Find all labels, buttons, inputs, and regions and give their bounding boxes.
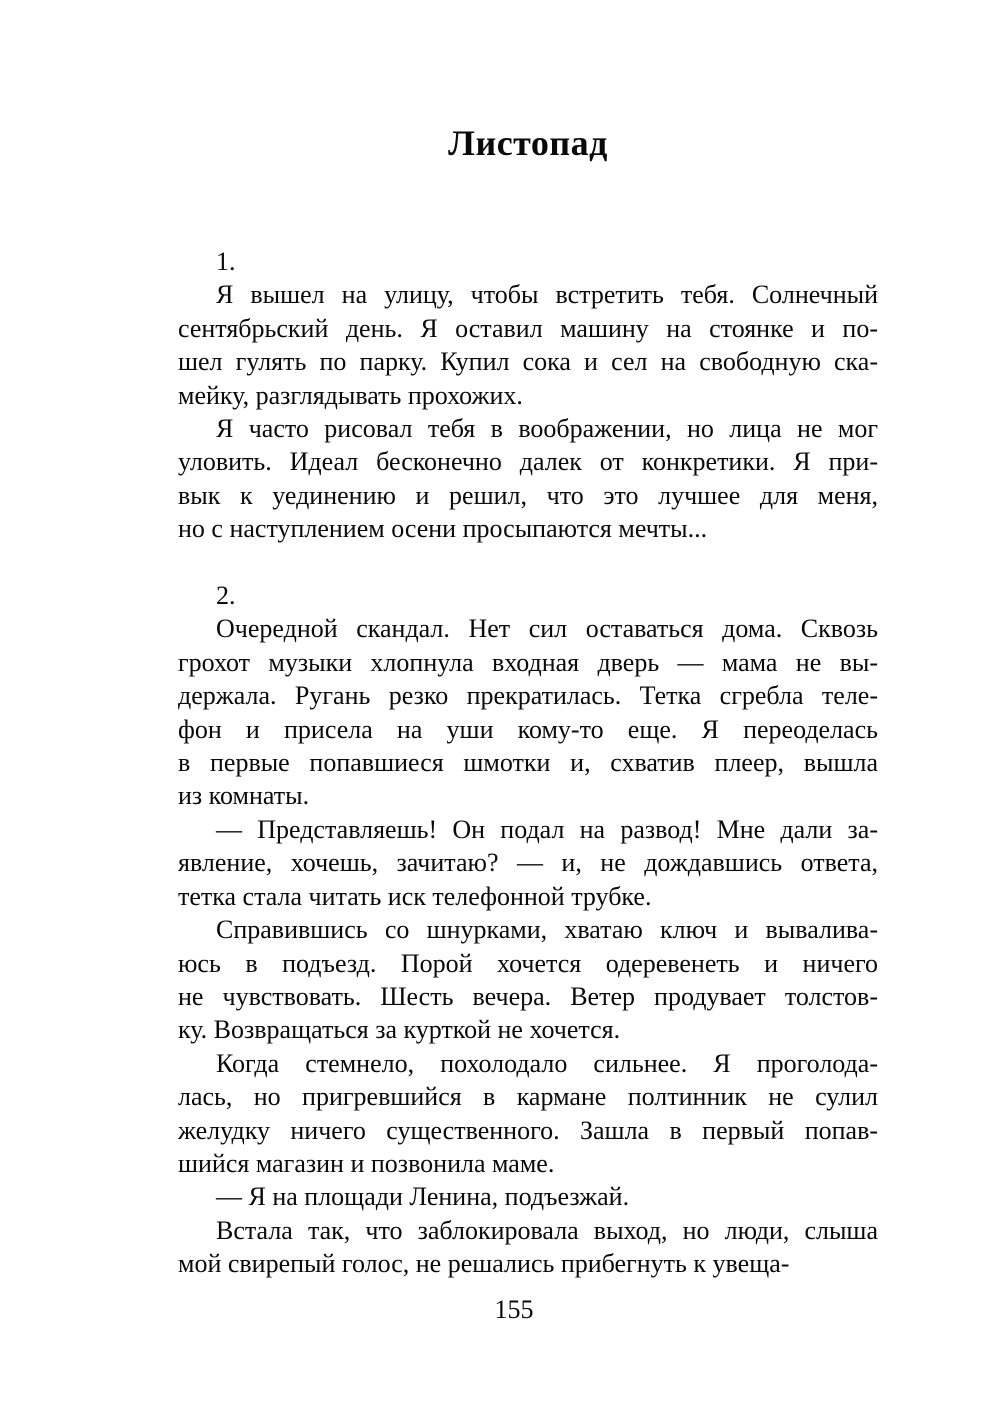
page-title: Листопад xyxy=(448,123,608,163)
text-line: юсь в подъезд. Порой хочется одеревенеть и ничего xyxy=(178,948,878,978)
text-line: держала. Ругань резко прекратилась. Тетка сгребла теле- xyxy=(178,681,878,711)
text-line: Я вышел на улицу, чтобы встретить тебя. Солнечный xyxy=(216,280,878,310)
text-line: вык к уединению и решил, что это лучшее для меня, xyxy=(178,480,878,510)
text-line: уловить. Идеал бесконечно далек от конкретики. Я при- xyxy=(178,447,878,477)
text-line: грохот музыки хлопнула входная дверь — мама не вы- xyxy=(178,647,878,677)
section-number: 2. xyxy=(216,581,236,611)
page-number: 155 xyxy=(494,1294,534,1324)
text-line: Когда стемнело, похолодало сильнее. Я проголода- xyxy=(216,1048,878,1078)
text-line: фон и присела на уши кому-то еще. Я переоделась xyxy=(178,714,878,744)
text-line: Встала так, что заблокировала выход, но люди, слыша xyxy=(216,1215,878,1245)
text-line: желудку ничего существенного. Зашла в первый попав- xyxy=(178,1115,878,1145)
text-line: — Я на площади Ленина, подъезжай. xyxy=(216,1182,630,1212)
text-line: шийся магазин и позвонила маме. xyxy=(178,1148,555,1178)
text-line: мейку, разглядывать прохожих. xyxy=(178,380,523,410)
text-line: шел гулять по парку. Купил сока и сел на свободную ска- xyxy=(178,347,878,377)
page-body xyxy=(178,245,878,1281)
section xyxy=(178,245,878,546)
text-line: в первые попавшиеся шмотки и, схватив плеер, вышла xyxy=(178,748,878,778)
text-line: Справившись со шнурками, хватаю ключ и вывалива- xyxy=(216,915,878,945)
text-line: Я часто рисовал тебя в воображении, но лица не мог xyxy=(216,414,878,444)
text-line: не чувствовать. Шесть вечера. Ветер продувает толстов- xyxy=(178,981,878,1011)
text-line: Очередной скандал. Нет сил оставаться дома. Сквозь xyxy=(216,614,878,644)
text-line: лась, но пригревшийся в кармане полтинник не сулил xyxy=(178,1082,878,1112)
text-line: из комнаты. xyxy=(178,781,310,811)
section-number: 1. xyxy=(216,247,236,276)
text-line: ку. Возвращаться за курткой не хочется. xyxy=(178,1015,621,1045)
section xyxy=(178,579,878,1281)
text-line: мой свирепый голос, не решались прибегнуть к увеща- xyxy=(178,1249,790,1279)
text-line: тетка стала читать иск телефонной трубке. xyxy=(178,881,652,911)
text-line: явление, хочешь, зачитаю? — и, не дождавшись ответа, xyxy=(178,848,878,878)
text-line: — Представляешь! Он подал на развод! Мне дали за- xyxy=(216,814,878,844)
text-line: но с наступлением осени просыпаются мечты... xyxy=(178,514,708,544)
text-line: сентябрьский день. Я оставил машину на стоянке и по- xyxy=(178,313,878,343)
